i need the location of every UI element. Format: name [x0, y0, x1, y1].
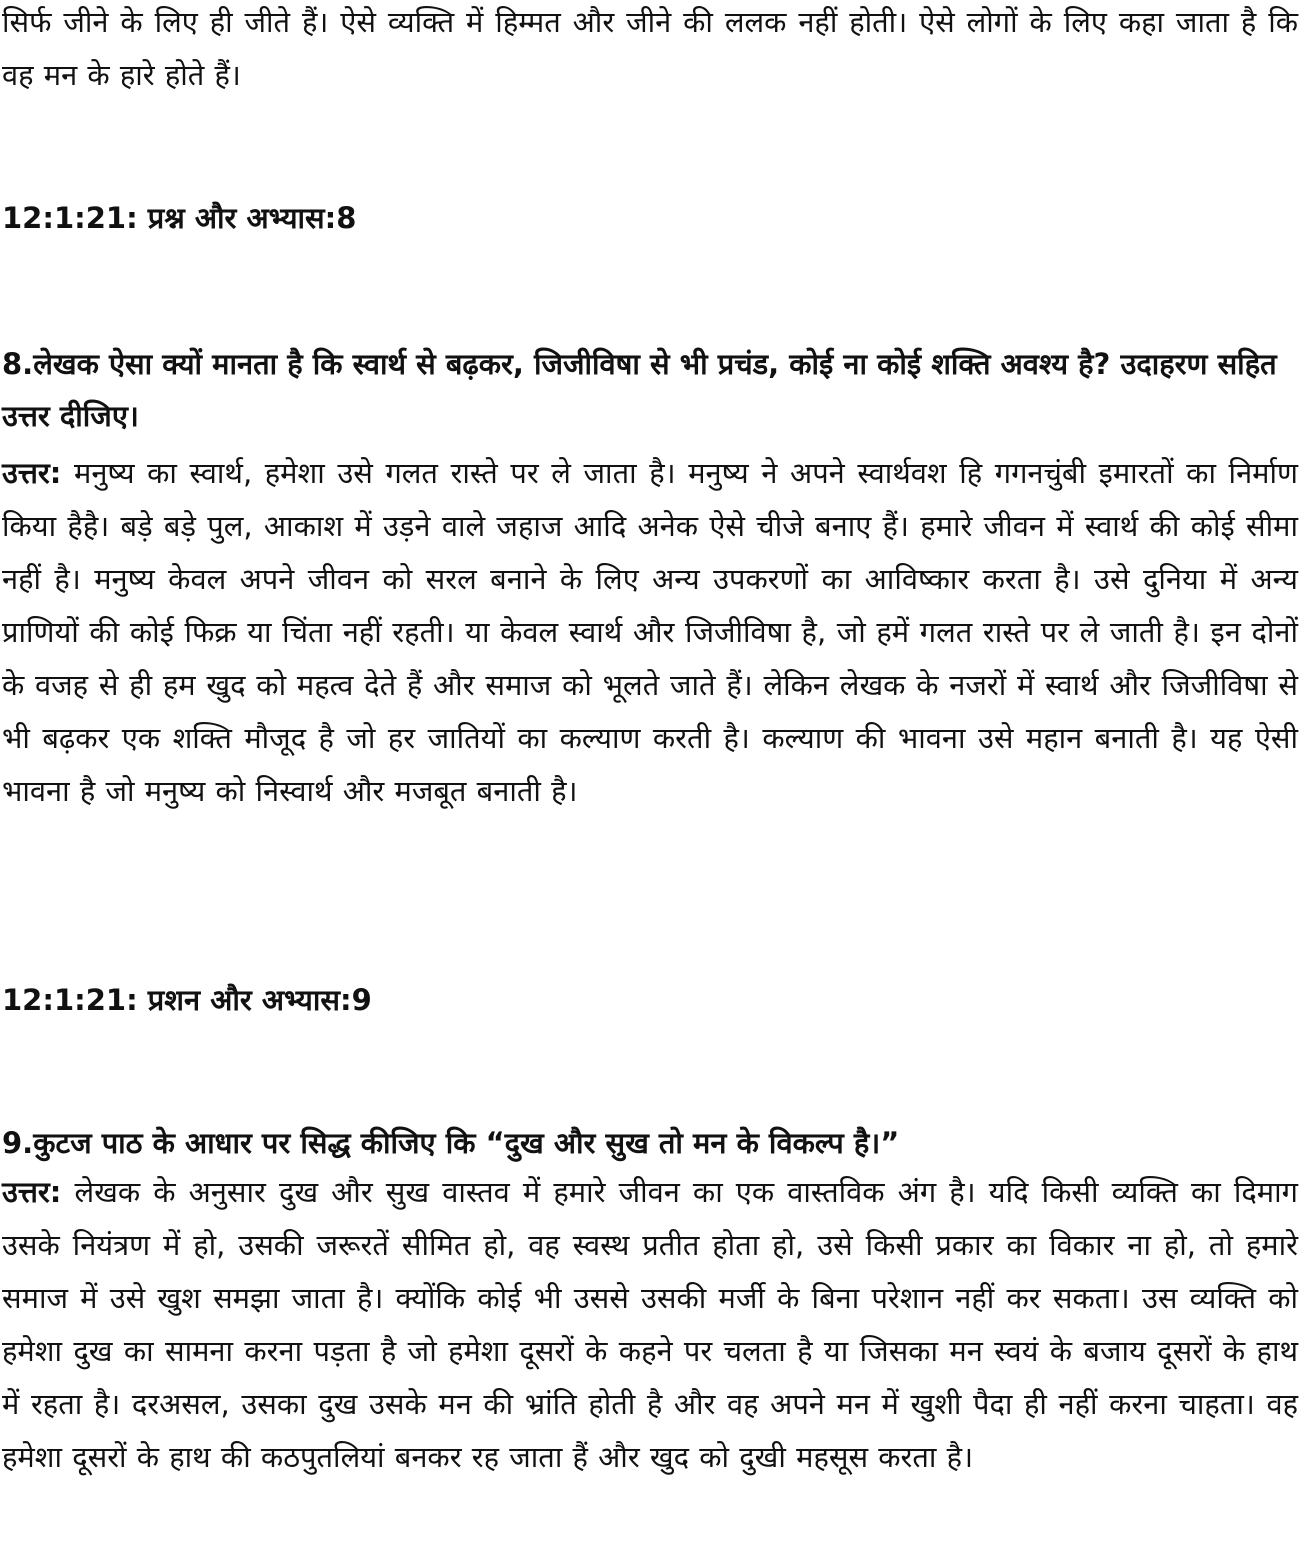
answer-8-text: मनुष्य का स्वार्थ, हमेशा उसे गलत रास्ते पर ले जाता है। मनुष्य ने अपने स्वार्थवश हि गगनचुंबी इमारतों का निर्माण किया हैहै। बड़े बड़े पुल, आकाश में उड़ने वाले जहाज आदि अनेक ऐसे चीजे बनाए हैं। हमारे जीवन में स्वार्थ की कोई सीमा नहीं है। मनुष्य केवल अपने जीवन को सरल बनाने के लिए अन्य उपकरणों का आविष्कार करता है। उसे दुनिया में अन्य प्राणियों की कोई फिक्र या चिंता नहीं रहती। या केवल स्वार्थ और जिजीविषा है, जो हमें गलत रास्ते पर ले जाती है। इन दोनों के वजह से ही हम खुद को महत्व देते हैं और समाज को भूलते जाते हैं। लेकिन लेखक के नजरों में स्वार्थ और जिजीविषा से भी बढ़कर एक शक्ति मौजूद है जो हर जातियों का कल्याण करती है। कल्याण की भावना उसे महान बनाती है। यह ऐसी भावना है जो मनुष्य को निस्वार्थ और मजबूत बनाती है। [2, 456, 1298, 808]
answer-9-text: लेखक के अनुसार दुख और सुख वास्तव में हमारे जीवन का एक वास्तविक अंग है। यदि किसी व्यक्ति का दिमाग उसके नियंत्रण में हो, उसकी जरूरतें सीमित हो, वह स्वस्थ प्रतीत होता हो, उसे किसी प्रकार का विकार ना हो, तो हमारे समाज में उसे खुश समझा जाता है। क्योंकि कोई भी उससे उसकी मर्जी के बिना परेशान नहीं कर सकता। उस व्यक्ति को हमेशा दुख का सामना करना पड़ता है जो हमेशा दूसरों के कहने पर चलता है या जिसका मन स्वयं के बजाय दूसरों के हाथ में रहता है। दरअसल, उसका दुख उसके मन की भ्रांति होती है और वह अपने मन में खुशी पैदा ही नहीं करना चाहता। वह हमेशा दूसरों के हाथ की कठपुतलियां बनकर रह जाता हैं और खुद को दुखी महसूस करता है। [2, 1175, 1298, 1474]
intro-paragraph: सिर्फ जीने के लिए ही जीते हैं। ऐसे व्यक्ति में हिम्मत और जीने की ललक नहीं होती। ऐसे लोगों के लिए कहा जाता है कि वह मन के हारे होते हैं। [2, 5, 1298, 92]
answer-8 [2, 447, 1298, 818]
section-8-heading: 12:1:21: प्रश्न और अभ्यास:8 [2, 201, 357, 235]
question-8: 8.लेखक ऐसा क्यों मानता है कि स्वार्थ से बढ़कर, जिजीविषा से भी प्रचंड, कोई ना कोई शक्ति अवश्य है? उदाहरण सहित उत्तर दीजिए। [2, 347, 1277, 433]
section-9-heading: 12:1:21: प्रशन और अभ्यास:9 [2, 983, 372, 1017]
question-9: 9.कुटज पाठ के आधार पर सिद्ध कीजिए कि “दुख और सुख तो मन के विकल्प है।” [2, 1126, 900, 1160]
answer-9 [2, 1166, 1298, 1484]
answer-9-label: उत्तर: [2, 1175, 62, 1209]
answer-8-label: उत्तर: [2, 456, 62, 490]
